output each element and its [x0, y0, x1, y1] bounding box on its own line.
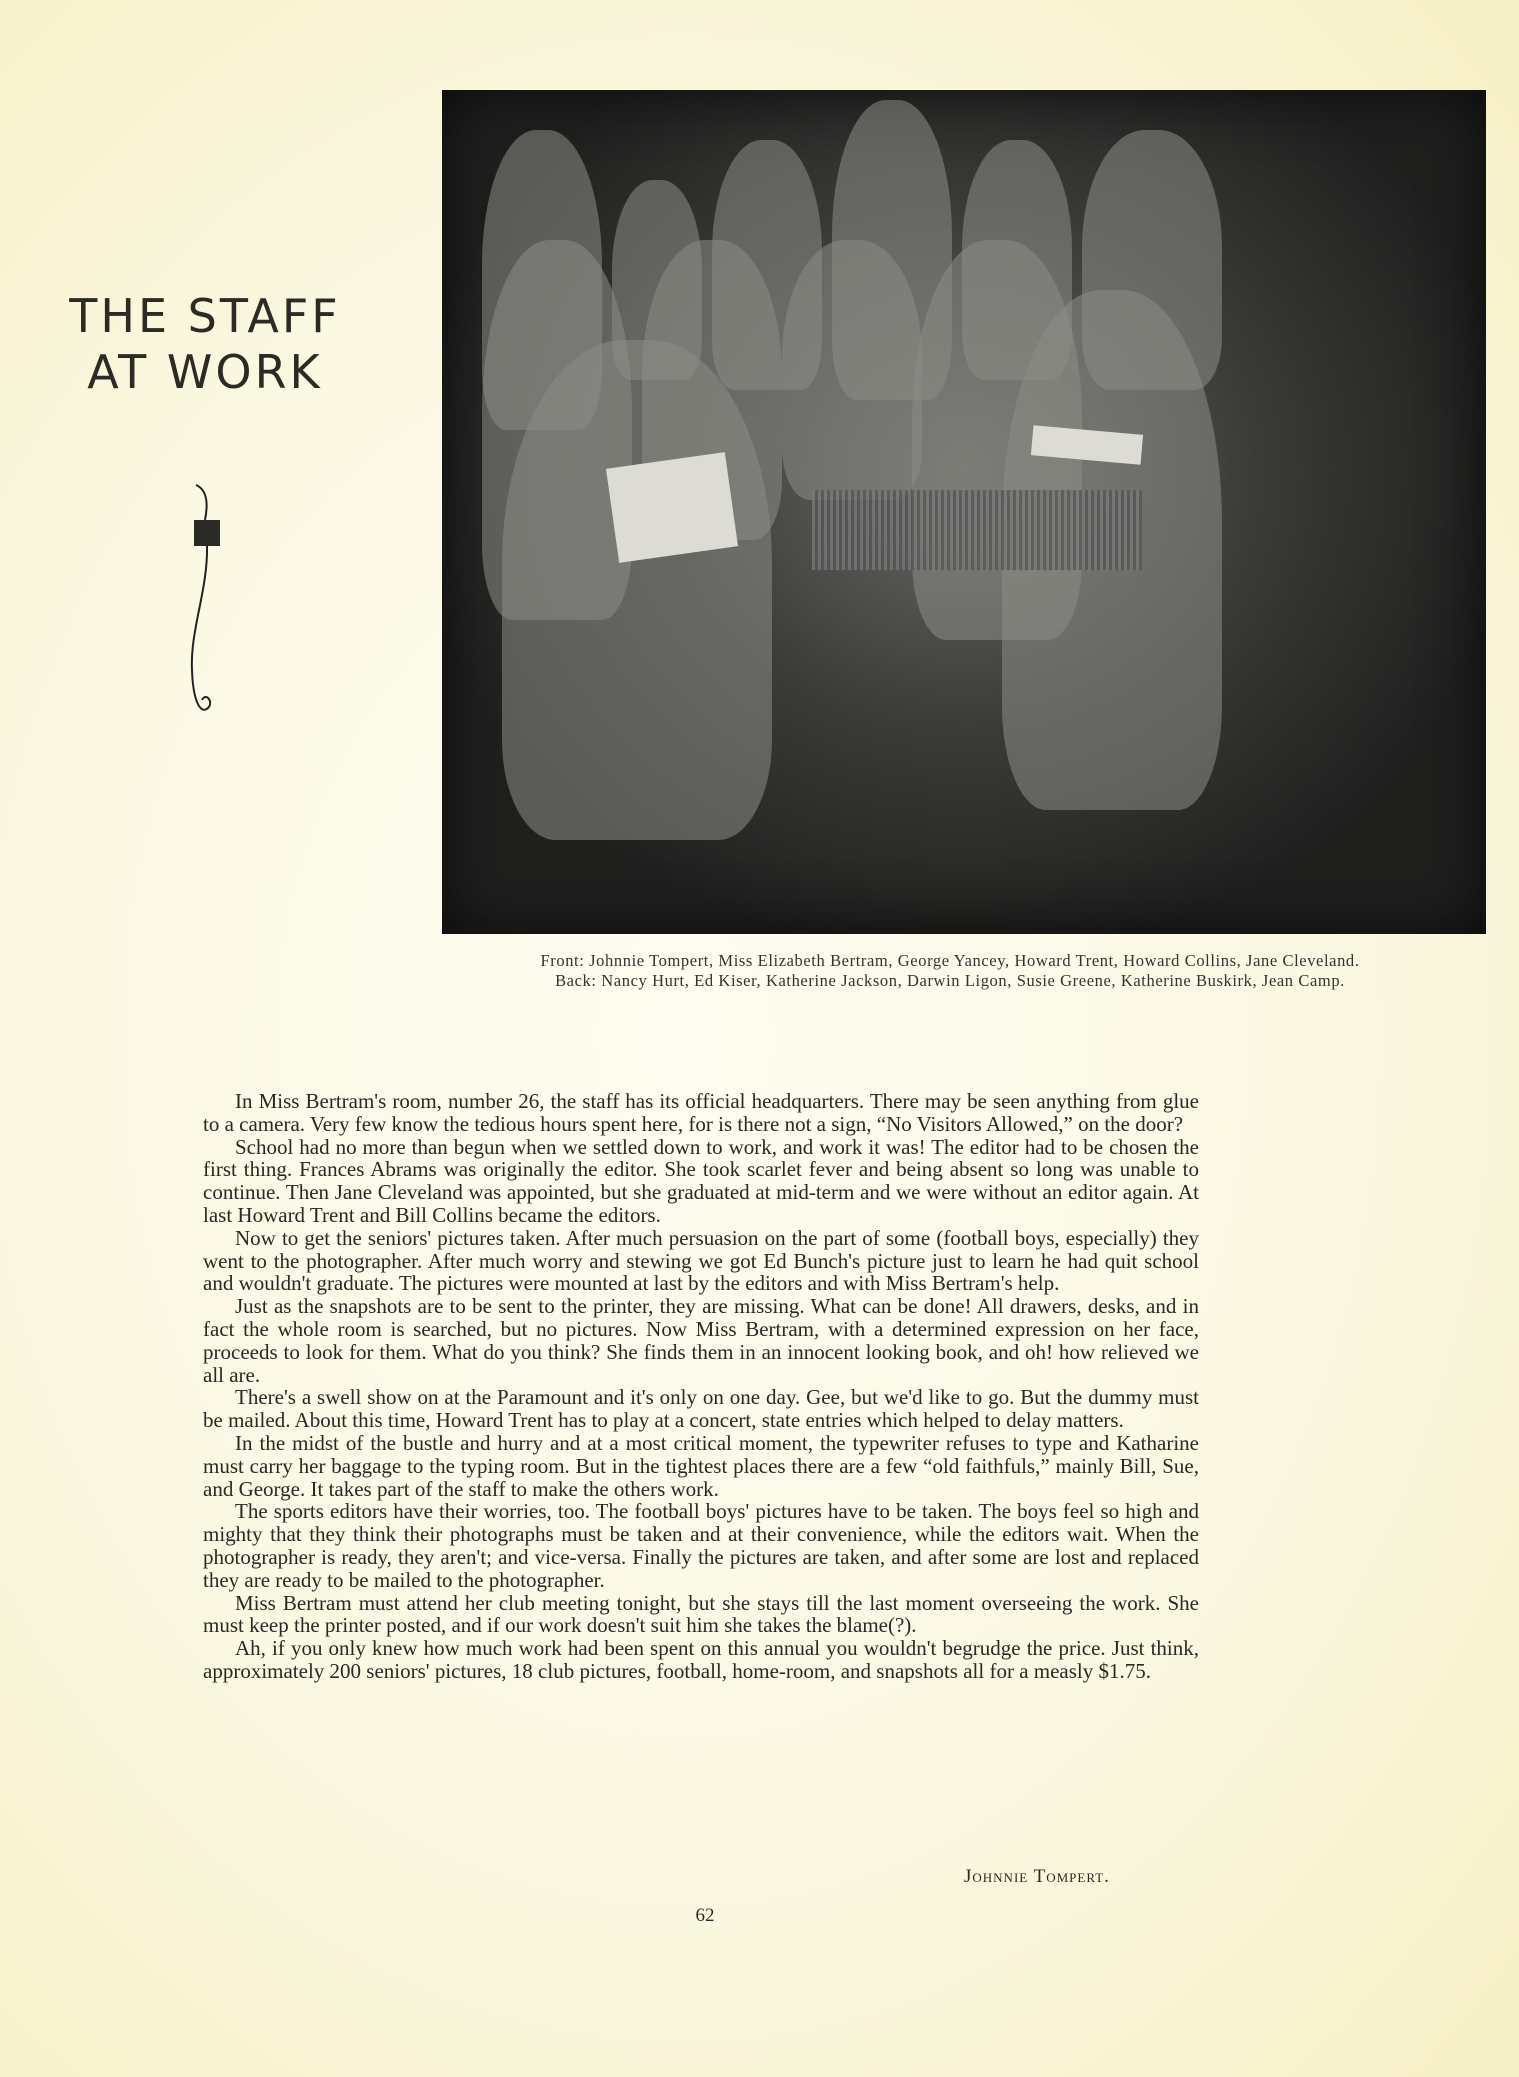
paragraph: There's a swell show on at the Paramount and it's only on one day. Gee, but we'd like to go. But the dummy must be mailed. About this time, Howard Trent has to play at a concert, state entries which helped to delay matters.	[203, 1385, 1199, 1433]
paragraph: The sports editors have their worries, too. The football boys' pictures have to be taken. The boys feel so high and mighty that they think their photographs must be taken and at their convenience, while the editors wait. When the photographer is ready, they aren't; and vice-versa. Finally the pictures are taken, and after some are lost and replaced they are ready to be mailed to the photographer.	[203, 1499, 1199, 1592]
paragraph: Miss Bertram must attend her club meeting tonight, but she stays till the last moment overseeing the work. She must keep the printer posted, and if our work doesn't suit him she takes the blame(?).	[203, 1590, 1199, 1638]
paragraph: Just as the snapshots are to be sent to the printer, they are missing. What can be done! All drawers, desks, and in fact the whole room is searched, but no pictures. Now Miss Bertram, with a determined expression on her face, proceeds to look for them. What do you think? She finds them in an innocent looking book, and oh! how relieved we all are.	[203, 1294, 1199, 1387]
paragraph: Now to get the seniors' pictures taken. After much persuasion on the part of some (football boys, especially) they went to the photographer. After much worry and stewing we got Ed Bunch's picture just to learn he had quit school and wouldn't graduate. The pictures were mounted at last by the editors and with Miss Bertram's help.	[203, 1225, 1199, 1296]
article-body	[203, 1090, 1199, 1683]
paragraph: Ah, if you only knew how much work had been spent on this annual you wouldn't begrudge the price. Just think, approximately 200 seniors' pictures, 18 club pictures, football, home-room, and snapshots all for a measly $1.75.	[203, 1636, 1199, 1683]
title-line-2: AT WORK	[87, 345, 323, 399]
page-title	[60, 288, 350, 400]
photo-caption	[450, 952, 1450, 992]
author-signature: Johnnie Tompert.	[964, 1866, 1110, 1887]
caption-back: Back: Nancy Hurt, Ed Kiser, Katherine Jackson, Darwin Ligon, Susie Greene, Katherine Buskirk, Jean Camp.	[555, 971, 1345, 990]
ornament-icon	[180, 480, 230, 720]
title-line-1: THE STAFF	[69, 289, 341, 343]
caption-front: Front: Johnnie Tompert, Miss Elizabeth Bertram, George Yancey, Howard Trent, Howard Collins, Jane Cleveland.	[540, 951, 1360, 970]
paragraph: In Miss Bertram's room, number 26, the staff has its official headquarters. There may be seen anything from glue to a camera. Very few know the tedious hours spent here, for is there not a sign, “No Visitors Allowed,” on the door?	[203, 1089, 1199, 1136]
page-number: 62	[695, 1905, 715, 1926]
paragraph: In the midst of the bustle and hurry and at a most critical moment, the typewriter refuses to type and Katharine must carry her baggage to the typing room. But in the tightest places there are a few “old faithfuls,” mainly Bill, Sue, and George. It takes part of the staff to make the others work.	[203, 1430, 1199, 1501]
paragraph: School had no more than begun when we settled down to work, and work it was! The editor had to be chosen the first thing. Frances Abrams was originally the editor. She took scarlet fever and being absent so long was unable to continue. Then Jane Cleveland was appointed, but she graduated at mid-term and we were without an editor again. At last Howard Trent and Bill Collins became the editors.	[203, 1134, 1199, 1227]
staff-group-photo	[442, 90, 1486, 934]
